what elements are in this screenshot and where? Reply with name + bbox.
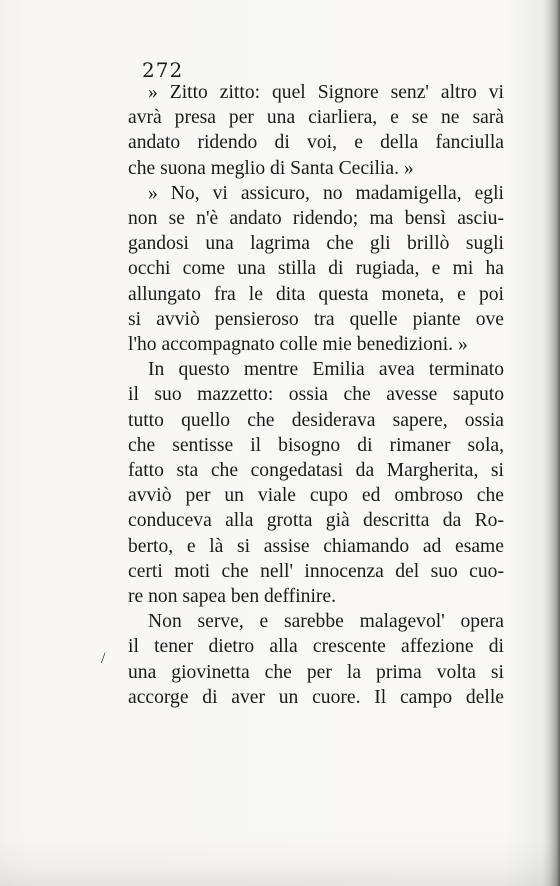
paragraph-4 xyxy=(128,609,504,710)
text-line: che suona meglio di Santa Cecilia. » xyxy=(128,157,414,179)
text-line: » Zitto zitto: quel Signore senz' altro vi xyxy=(148,82,504,103)
text-line: berto, e là si assise chiamando ad esame xyxy=(128,535,504,557)
text-line: gandosi una lagrima che gli brillò sugli xyxy=(128,233,504,255)
text-line: si avviò pensieroso tra quelle piante ove xyxy=(128,308,504,330)
paragraph-1 xyxy=(128,80,504,181)
text-line: che sentisse il bisogno di rimaner sola, xyxy=(128,434,504,456)
body-text xyxy=(128,80,504,710)
text-line: allungato fra le dita questa moneta, e poi xyxy=(128,283,504,305)
text-line: » No, vi assicuro, no madamigella, egli xyxy=(148,182,504,204)
text-line: il tener dietro alla crescente affezione di xyxy=(128,636,504,658)
paragraph-3 xyxy=(128,357,504,609)
text-line: avrà presa per una ciarliera, e se ne sarà xyxy=(128,107,504,129)
text-line: In questo mentre Emilia avea terminato xyxy=(148,359,504,381)
text-line: fatto sta che congedatasi da Margherita, si xyxy=(128,460,504,482)
text-line: re non sapea ben deffinire. xyxy=(128,586,337,608)
text-line: avviò per un viale cupo ed ombroso che xyxy=(128,485,504,507)
page-number: 272 xyxy=(142,58,184,82)
text-line: Non serve, e sarebbe malagevol' opera xyxy=(148,611,504,633)
text-line: il suo mazzetto: ossia che avesse saputo xyxy=(128,384,504,406)
text-line: tutto quello che desiderava sapere, ossia xyxy=(128,409,504,431)
text-line: conduceva alla grotta già descritta da Ro- xyxy=(128,510,504,532)
text-line: accorge di aver un cuore. Il campo delle xyxy=(128,686,504,708)
text-line: certi moti che nell' innocenza del suo cuo- xyxy=(128,560,504,582)
text-line: una giovinetta che per la prima volta si xyxy=(128,661,504,683)
text-line: non se n'è andato ridendo; ma bensì asciu- xyxy=(128,208,504,230)
page-bottom-shadow xyxy=(0,836,560,886)
margin-mark: / xyxy=(101,650,106,667)
text-line: occhi come una stilla di rugiada, e mi ha xyxy=(128,258,504,280)
text-line: l'ho accompagnato colle mie benedizioni. » xyxy=(128,334,468,356)
page-edge-shadow xyxy=(542,0,560,886)
paragraph-2 xyxy=(128,181,504,357)
text-line: andato ridendo di voi, e della fanciulla xyxy=(128,132,504,154)
